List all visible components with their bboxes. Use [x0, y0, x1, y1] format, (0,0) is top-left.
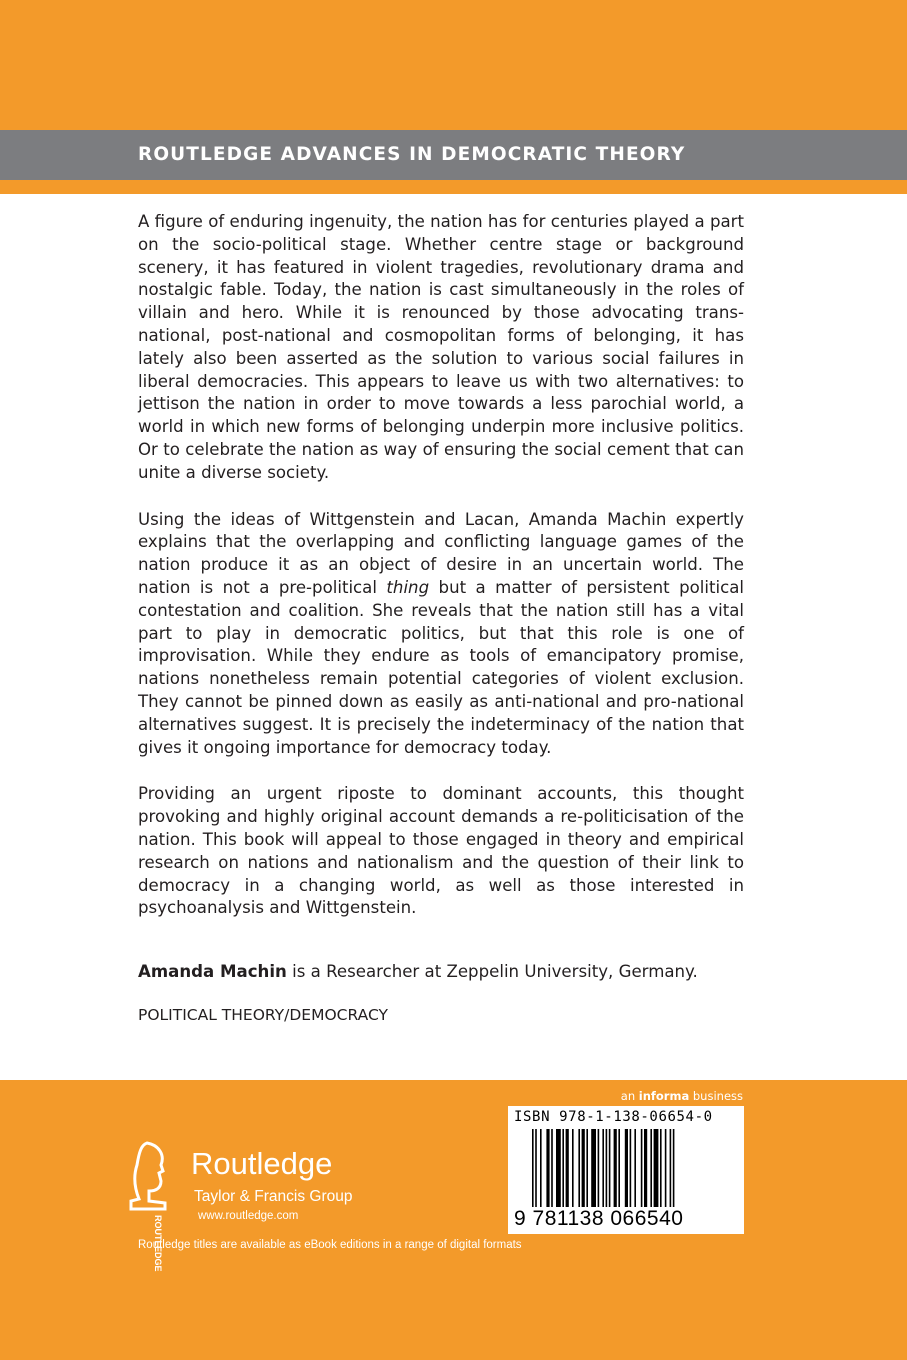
informa-word: informa — [638, 1089, 690, 1103]
author-bio-text: is a Researcher at Zeppelin University, Germany. — [286, 962, 698, 982]
barcode-stripe — [673, 1129, 675, 1207]
top-orange-band — [0, 0, 907, 130]
blurb-paragraph-2 — [138, 509, 744, 760]
barcode-stripe — [660, 1129, 662, 1207]
ebook-note: Routledge titles are available as eBook editions in a range of digital formats — [138, 1239, 522, 1251]
barcode-stripe — [598, 1129, 600, 1207]
isbn-barcode — [508, 1106, 744, 1234]
bottom-orange-band — [0, 1080, 907, 1360]
author-name: Amanda Machin — [138, 962, 287, 982]
isbn-label: ISBN 978-1-138-06654-0 — [514, 1109, 713, 1125]
barcode-stripe — [625, 1129, 628, 1207]
barcode-bars — [532, 1129, 728, 1207]
barcode-stripe — [641, 1129, 643, 1207]
informa-suffix: business — [689, 1089, 743, 1103]
barcode-stripe — [566, 1129, 569, 1207]
informa-tagline — [621, 1089, 743, 1103]
blurb-paragraph-1: A figure of enduring ingenuity, the nation has for centuries played a part on the socio-political stage. Whether centre stage or background scenery, it has featured in violent tragedies, revolutionary drama and nostalgic fable. Today, the nation is cast simultaneously in the roles of villain and hero. While it is renounced by those advocating trans-national, post-national and cosmopolitan forms of belonging, it has lately also been asserted as the solution to various social failures in liberal democracies. This appears to leave us with two alternatives: to jettison the nation in order to move towards a less parochial world, a world in which new forms of belonging underpin more inclusive politics. Or to celebrate the nation as way of ensuring the social cement that can unite a diverse society. — [138, 212, 744, 482]
barcode-stripe — [591, 1129, 596, 1207]
subject-category: POLITICAL THEORY/DEMOCRACY — [138, 1005, 388, 1024]
blurb-p2-end: but a matter of persistent political contestation and coalition. She reveals that the nation still has a vital part to play in democratic politics, but that this role is one of improvisation. While they endure as tools of emancipatory promise, nations nonetheless remain potential categories of violent exclusion. They cannot be pinned down as easily as anti-national and pro-national alternatives suggest. It is precisely the indeterminacy of the nation that gives it ongoing importance for democracy today. — [138, 577, 745, 757]
series-title: ROUTLEDGE ADVANCES IN DEMOCRATIC THEORY — [138, 144, 686, 165]
barcode-stripe — [644, 1129, 647, 1207]
barcode-stripe — [602, 1129, 604, 1207]
blurb-paragraph-3: Providing an urgent riposte to dominant accounts, this thought provoking and highly original account demands a re-politicisation of the nation. This book will appeal to those engaged in theory and empirical research on nations and nationalism and the question of their link to democracy in a changing world, as well as those interested in psychoanalysis and Wittgenstein. — [138, 784, 744, 918]
series-title-bar — [0, 130, 907, 180]
barcode-stripe — [606, 1129, 608, 1207]
barcode-stripe — [650, 1129, 652, 1207]
back-cover-text — [138, 211, 744, 1027]
barcode-stripe — [582, 1129, 585, 1207]
barcode-stripe — [556, 1129, 561, 1207]
barcode-stripe — [586, 1129, 588, 1207]
barcode-stripe — [535, 1129, 537, 1207]
barcode-stripe — [665, 1129, 667, 1207]
barcode-stripe — [562, 1129, 564, 1207]
barcode-stripe — [532, 1129, 534, 1207]
barcode-stripe — [540, 1129, 542, 1207]
barcode-stripe — [609, 1129, 611, 1207]
barcode-stripe — [572, 1129, 574, 1207]
barcode-stripe — [618, 1129, 620, 1207]
barcode-digits: 9 781138 066540 — [514, 1207, 684, 1230]
publisher-name: Routledge — [191, 1146, 333, 1181]
logo-vertical-text: ROUTLEDGE — [153, 1215, 163, 1272]
barcode-stripe — [654, 1129, 659, 1207]
barcode-stripe — [551, 1129, 553, 1207]
blurb-p2-start: Using the ideas of Wittgenstein and Lacan, Amanda Machin expertly explains that the overlapping and conflicting language games of the nation produce it as an object of desire in an uncertain world. The nation is not a pre-political — [138, 509, 744, 597]
barcode-stripe — [634, 1129, 636, 1207]
orange-divider — [0, 180, 907, 194]
informa-prefix: an — [620, 1089, 639, 1103]
publisher-url: www.routledge.com — [198, 1210, 299, 1222]
author-bio — [138, 961, 744, 984]
barcode-stripe — [546, 1129, 549, 1207]
blurb-p2-italic: thing — [386, 577, 430, 597]
publisher-group: Taylor & Francis Group — [194, 1188, 353, 1205]
barcode-stripe — [670, 1129, 672, 1207]
barcode-stripe — [578, 1129, 580, 1207]
barcode-stripe — [614, 1129, 617, 1207]
routledge-logo-icon — [125, 1141, 167, 1272]
barcode-stripe — [630, 1129, 632, 1207]
